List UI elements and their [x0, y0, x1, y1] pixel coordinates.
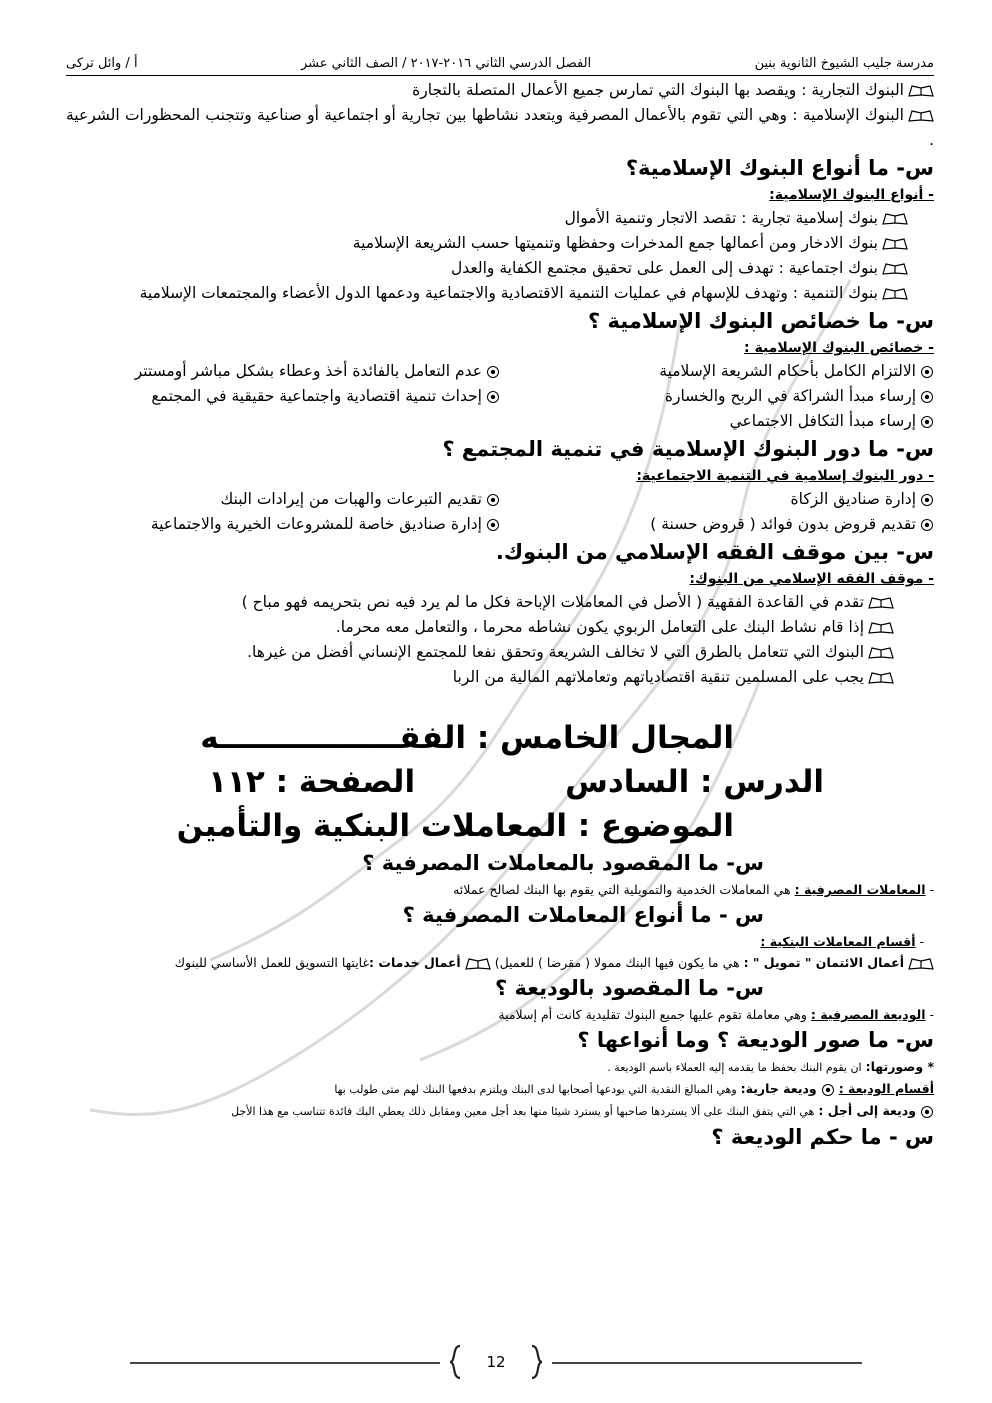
question-deposit-forms: س- ما صور الوديعة ؟ وما أنواعها ؟ [577, 1028, 934, 1052]
book-icon [882, 287, 908, 301]
lesson-page: الصفحة : ١١٢ [208, 764, 416, 800]
list-item: بنوك الادخار ومن أعمالها جمع المدخرات وحفظها وتنميتها حسب الشريعة الإسلامية [66, 231, 934, 256]
book-icon [868, 621, 894, 635]
list-item: الالتزام الكامل بأحكام الشريعة الإسلامية [500, 359, 934, 384]
page-footer [130, 1340, 862, 1384]
topic-title: الموضوع : المعاملات البنكية والتأمين [176, 808, 734, 844]
flower-bullet-icon [821, 1083, 835, 1097]
def-islamic-banks: البنوك الإسلامية : وهي التي تقوم بالأعمال المصرفية ويتعدد نشاطها بين تجارية أو اجتماعية أو صناعية وتتجنب المحظورات الشرعية . [66, 106, 934, 149]
flower-bullet-icon [486, 518, 500, 532]
question-islamic-bank-types: س- ما أنواع البنوك الإسلامية؟ [625, 156, 934, 180]
list-item: بنوك اجتماعية : تهدف إلى العمل على تحقيق مجتمع الكفاية والعدل [66, 256, 934, 281]
list-item: إدارة صناديق الزكاة [500, 487, 934, 512]
book-icon [908, 109, 934, 123]
flower-bullet-icon [920, 493, 934, 507]
list-item: بنوك التنمية : وتهدف للإسهام في عمليات التنمية الاقتصادية والاجتماعية ودعمها الدول الأعضاء والمجتمعات الإسلامية [66, 281, 934, 306]
book-icon [908, 84, 934, 98]
list-item: يجب على المسلمين تنقية اقتصادياتهم وتعاملاتهم المالية من الربا [66, 665, 934, 690]
deposit-current-line: أقسام الوديعة : وديعة جارية: وهي المبالغ النقدية التي يودعها أصحابها لدى البنك ويلتزم بدفعها البنك لهم متى طولب بها [334, 1081, 934, 1096]
footer-divider [552, 1362, 862, 1364]
flower-bullet-icon [920, 390, 934, 404]
section-heading: - دور البنوك إسلامية في التنمية الاجتماعية: [636, 468, 934, 484]
definition-line: - المعاملات المصرفية : هي المعاملات الخدمية والتمويلية التي يقوم بها البنك لصالح عملائه [453, 882, 934, 897]
list-item: إحداث تنمية اقتصادية واجتماعية حقيقية في المجتمع [66, 384, 500, 409]
book-icon [465, 957, 491, 971]
footer-divider [130, 1362, 440, 1364]
list-item: تقديم التبرعات والهبات من إيرادات البنك [66, 487, 500, 512]
list-item: إرساء مبدأ الشراكة في الربح والخسارة [500, 384, 934, 409]
list-item: إذا قام نشاط البنك على التعامل الربوي يكون نشاطه محرما ، والتعامل معه محرما. [66, 615, 934, 640]
flower-bullet-icon [920, 518, 934, 532]
term-info: الفصل الدرسي الثاني ٢٠١٦-٢٠١٧ / الصف الثاني عشر [300, 56, 592, 71]
features-left-column [66, 359, 500, 434]
school-name: مدرسة جليب الشيوخ الثانوية بنين [754, 56, 934, 71]
role-left-column [66, 487, 500, 537]
lesson-row [66, 760, 934, 804]
page-header [66, 56, 934, 76]
deposit-forms-line: * وصورتها: ان يقوم البنك بحفظ ما يقدمه إليه العملاء باسم الوديعة . [607, 1059, 934, 1074]
list-item: تقديم قروض بدون فوائد ( قروض حسنة ) [500, 512, 934, 537]
question-bank-role: س- ما دور البنوك الإسلامية في تنمية المجتمع ؟ [442, 437, 934, 461]
book-icon [908, 957, 934, 971]
deposit-fixed-line: وديعة إلى أجل : هي التي يتفق البنك على ألا يستردها صاحبها أو يسترد شيئا منها بعد أجل معين ومقابل ذلك يعطي البك فائدة تتناسب مع هذا الأجل [66, 1100, 934, 1122]
list-item: بنوك إسلامية تجارية : تقصد الاتجار وتنمية الأموال [66, 206, 934, 231]
list-item: إرساء مبدأ التكافل الاجتماعي [500, 409, 934, 434]
book-icon [882, 212, 908, 226]
section-heading: - أنواع البنوك الإسلامية: [769, 187, 934, 203]
def-commercial-banks: البنوك التجارية : ويقصد بها البنوك التي تمارس جميع الأعمال المتصلة بالتجارة [66, 78, 934, 103]
flower-bullet-icon [486, 365, 500, 379]
question-transaction-types: س - ما أنواع المعاملات المصرفية ؟ [402, 903, 764, 927]
book-icon [868, 596, 894, 610]
page-content [66, 56, 934, 1153]
book-icon [882, 237, 908, 251]
flower-bullet-icon [920, 365, 934, 379]
section-heading: - موقف الفقه الإسلامي من البنوك: [689, 571, 934, 587]
page-number: 12 [486, 1353, 506, 1371]
transaction-types-line: أعمال الائتمان " تمويل " : هي ما يكون فيها البنك ممولا ( مقرضا ) للعميل) أعمال خدمات :غايتها التسويق للعمل الأساسي للبنوك [66, 952, 934, 973]
teacher-name: أ / وائل تركى [66, 56, 138, 71]
book-icon [868, 646, 894, 660]
definition-line: - الوديعة المصرفية : وهي معاملة تقوم عليها جميع البنوك تقليدية كانت أم إسلامية [498, 1007, 934, 1022]
question-deposit-ruling: س - ما حكم الوديعة ؟ [711, 1125, 934, 1149]
features-columns [66, 359, 934, 434]
question-fiqh-position: س- بين موقف الفقه الإسلامي من البنوك. [495, 540, 934, 564]
list-item: إدارة صناديق خاصة للمشروعات الخيرية والاجتماعية [66, 512, 500, 537]
question-deposit-meaning: س- ما المقصود بالوديعة ؟ [495, 976, 764, 1000]
domain-title: المجال الخامس : الفقـــــــــــــــــه [200, 720, 734, 756]
features-right-column [500, 359, 934, 434]
question-islamic-bank-features: س- ما خصائص البنوك الإسلامية ؟ [588, 309, 934, 333]
flower-bullet-icon [486, 493, 500, 507]
list-item: البنوك التي تتعامل بالطرق التي لا تخالف الشريعة وتحقق نفعا للمجتمع الإنساني أفضل من غيرها. [66, 640, 934, 665]
lesson-title: الدرس : السادس [565, 764, 824, 800]
role-right-column [500, 487, 934, 537]
list-item: تقدم في القاعدة الفقهية ( الأصل في المعاملات الإباحة فكل ما لم يرد فيه نص بتحريمه فهو مباح ) [66, 590, 934, 615]
flower-bullet-icon [486, 390, 500, 404]
flower-bullet-icon [920, 415, 934, 429]
role-columns [66, 487, 934, 537]
section-heading: - خصائص البنوك الإسلامية : [744, 340, 934, 356]
flower-bullet-icon [920, 1105, 934, 1119]
book-icon [868, 671, 894, 685]
book-icon [882, 262, 908, 276]
list-item: عدم التعامل بالفائدة أخذ وعطاء بشكل مباشر أومستتر [66, 359, 500, 384]
question-banking-transactions: س- ما المقصود بالمعاملات المصرفية ؟ [362, 851, 764, 875]
section-heading: - أقسام المعاملات البنكية : [760, 934, 924, 949]
